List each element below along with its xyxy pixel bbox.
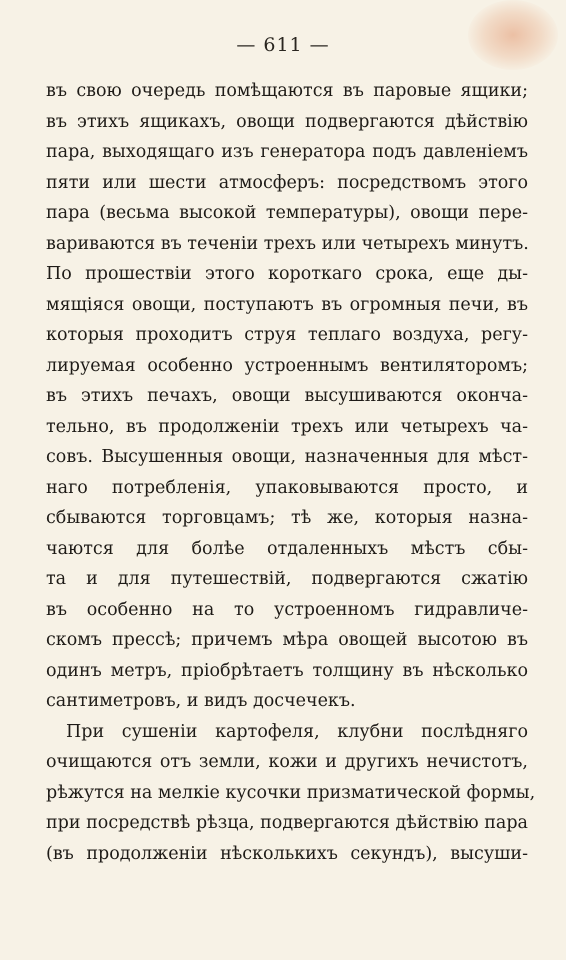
text-line: при посредствѣ рѣзца, подвергаются дѣйствію пара [46,813,528,833]
text-line: скомъ прессѣ; причемъ мѣра овощей высотою въ [46,630,528,650]
paragraph-start-line: При сушеніи картофеля, клубни послѣдняго [66,721,528,742]
page-number: — 611 — [236,34,330,56]
text-line: (въ продолженіи нѣсколькихъ секундъ), высуши- [46,843,528,864]
text-line: въ этихъ печахъ, овощи высушиваются оконча- [46,386,528,406]
text-line: наго потребленія, упаковываются просто, и [46,477,528,498]
text-line: въ этихъ ящикахъ, овощи подвергаются дѣйствію [46,111,528,132]
text-line: тельно, въ продолженіи трехъ или четырехъ ча- [46,416,528,437]
text-line: которыя проходитъ струя теплаго воздуха, регу- [46,325,528,345]
text-line: та и для путешествій, подвергаются сжатію [46,569,528,589]
text-line: пяти или шести атмосферъ: посредствомъ этого [46,172,528,193]
text-line: рѣжутся на мелкіе кусочки призматической формы, [46,782,536,803]
body-text [46,76,536,869]
text-line: лируемая особенно устроеннымъ вентиляторомъ; [46,355,528,376]
text-line: пара, выходящаго изъ генератора подъ давленіемъ [46,142,528,162]
text-line: совъ. Высушенныя овощи, назначенныя для мѣст- [46,447,528,467]
text-line: одинъ метръ, пріобрѣтаетъ толщину въ нѣсколько [46,660,528,681]
text-line: вариваются въ теченіи трехъ или четырехъ минутъ. [46,233,529,254]
text-line: мящіяся овощи, поступаютъ въ огромныя печи, въ [46,294,528,315]
text-line: въ свою очередь помѣщаются въ паровые ящики; [46,81,528,101]
paragraph-end-line: сантиметровъ, и видъ досчечекъ. [46,691,356,711]
text-line: сбываются торговцамъ; тѣ же, которыя назна- [46,508,528,528]
text-line: чаются для болѣе отдаленныхъ мѣстъ сбы- [46,538,528,559]
text-line: очищаются отъ земли, кожи и другихъ нечистотъ, [46,752,528,772]
text-line: По прошествіи этого короткаго срока, еще ды- [46,264,528,284]
text-line: пара (весьма высокой температуры), овощи пере- [46,203,528,223]
text-line: въ особенно на то устроенномъ гидравличе- [46,599,528,620]
